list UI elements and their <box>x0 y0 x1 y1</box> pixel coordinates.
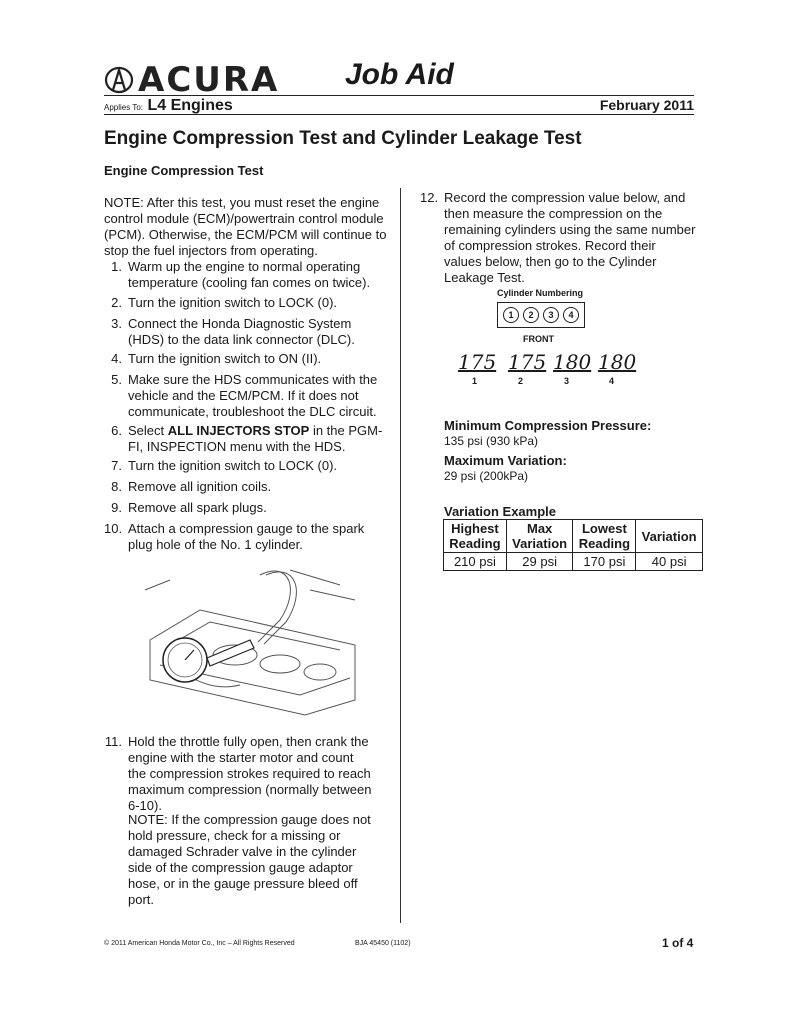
table-cell: 40 psi <box>636 553 703 571</box>
step-number: 1. <box>111 259 122 274</box>
cylinder-number-label: 3 <box>564 376 570 386</box>
table-cell: 170 psi <box>573 553 636 571</box>
cylinder-number-label: 2 <box>518 376 524 386</box>
table-header-row <box>444 520 703 553</box>
table-row <box>444 553 703 571</box>
table-cell: 29 psi <box>506 553 573 571</box>
acura-logo <box>104 60 279 100</box>
acura-caliper-icon <box>104 66 134 94</box>
compression-gauge-illustration <box>140 560 370 720</box>
cylinder-circle: 3 <box>543 307 559 323</box>
variation-example-title: Variation Example <box>444 504 556 519</box>
handwritten-value-cyl-4: 180 <box>598 350 637 374</box>
brand-name: ACURA <box>138 60 280 100</box>
cylinder-numbering-title: Cylinder Numbering <box>497 288 584 298</box>
section-title: Engine Compression Test <box>104 163 264 178</box>
step-text <box>128 423 383 455</box>
handwritten-value-cyl-1: 175 <box>458 350 497 374</box>
column-divider <box>400 188 401 923</box>
step-text: Remove all spark plugs. <box>128 500 267 515</box>
front-label: FRONT <box>523 334 554 344</box>
step-text-post: in the PGM-FI, INSPECTION menu with the HDS. <box>128 423 383 454</box>
cylinder-circle: 4 <box>563 307 579 323</box>
step-number: 3. <box>111 316 122 331</box>
step-number: 8. <box>111 479 122 494</box>
applies-value: L4 Engines <box>147 97 233 114</box>
page-title: Engine Compression Test and Cylinder Leakage Test <box>104 128 582 149</box>
footer-doc-code: BJA 45450 (1102) <box>355 940 411 947</box>
step-number: 5. <box>111 372 122 387</box>
step-number: 4. <box>111 351 122 366</box>
header-rule-bottom <box>104 114 694 115</box>
cylinder-circle: 2 <box>523 307 539 323</box>
step-number: 10. <box>104 521 123 536</box>
step-number: 6. <box>111 423 122 438</box>
step-text-bold: ALL INJECTORS STOP <box>167 423 310 438</box>
step-text: Attach a compression gauge to the spark plug hole of the No. 1 cylinder. <box>128 521 365 552</box>
step-text: Warm up the engine to normal operating temperature (cooling fan comes on twice). <box>128 259 371 290</box>
step-number: 7. <box>111 458 122 473</box>
cylinder-number-label: 4 <box>609 376 615 386</box>
min-pressure-value: 135 psi (930 kPa) <box>444 434 539 448</box>
cylinder-number-label: 1 <box>472 376 478 386</box>
header-rule-top <box>104 95 694 96</box>
step-text-pre: Select <box>128 423 168 438</box>
doc-type: Job Aid <box>345 58 454 91</box>
step-text: Record the compression value below, and then measure the compression on the remaining cylinders using the same number of compression strokes. Record their values below, then go to the Cylinder Leakage Test. <box>444 190 696 285</box>
step-text: Remove all ignition coils. <box>128 479 272 494</box>
max-variation-label: Maximum Variation: <box>444 453 567 468</box>
step-text: Make sure the HDS communicates with the vehicle and the ECM/PCM. If it does not communicate, troubleshoot the DLC circuit. <box>128 372 378 419</box>
variation-example-table <box>443 519 703 571</box>
step-number: 2. <box>111 295 122 310</box>
step-number: 12. <box>420 190 439 205</box>
cylinder-numbering-box <box>497 302 585 328</box>
step-text: Turn the ignition switch to LOCK (0). <box>128 458 338 473</box>
step-number: 9. <box>111 500 122 515</box>
step-text: Hold the throttle fully open, then crank the engine with the starter motor and count the compression strokes required to reach maximum compression (normally between 6-10). <box>128 734 372 813</box>
step-text: Turn the ignition switch to ON (II). <box>128 351 322 366</box>
cylinder-circle: 1 <box>503 307 519 323</box>
step-text: Connect the Honda Diagnostic System (HDS) to the data link connector (DLC). <box>128 316 355 347</box>
footer-copyright: © 2011 American Honda Motor Co., Inc – All Rights Reserved <box>104 940 295 947</box>
page-number: 1 of 4 <box>662 936 694 950</box>
note-gauge-pressure: NOTE: If the compression gauge does not hold pressure, check for a missing or damaged Schrader valve in the cylinder side of the compression gauge adaptor hose, or in the gauge pressure bleed off port. <box>128 812 371 907</box>
col-highest-reading: Highest Reading <box>444 520 507 553</box>
applies-to <box>104 97 233 115</box>
applies-label: Applies To: <box>104 103 143 112</box>
handwritten-value-cyl-3: 180 <box>553 350 592 374</box>
col-max-variation: Max Variation <box>506 520 573 553</box>
col-lowest-reading: Lowest Reading <box>573 520 636 553</box>
handwritten-value-cyl-2: 175 <box>508 350 547 374</box>
max-variation-value: 29 psi (200kPa) <box>444 469 529 483</box>
note-reset-ecm: NOTE: After this test, you must reset the engine control module (ECM)/powertrain control module (PCM). Otherwise, the ECM/PCM will continue to stop the fuel injectors from operating. <box>104 195 387 258</box>
doc-date: February 2011 <box>599 97 694 113</box>
table-cell: 210 psi <box>444 553 507 571</box>
col-variation: Variation <box>636 520 703 553</box>
step-number: 11. <box>104 734 122 749</box>
step-text: Turn the ignition switch to LOCK (0). <box>128 295 338 310</box>
min-pressure-label: Minimum Compression Pressure: <box>444 418 652 433</box>
